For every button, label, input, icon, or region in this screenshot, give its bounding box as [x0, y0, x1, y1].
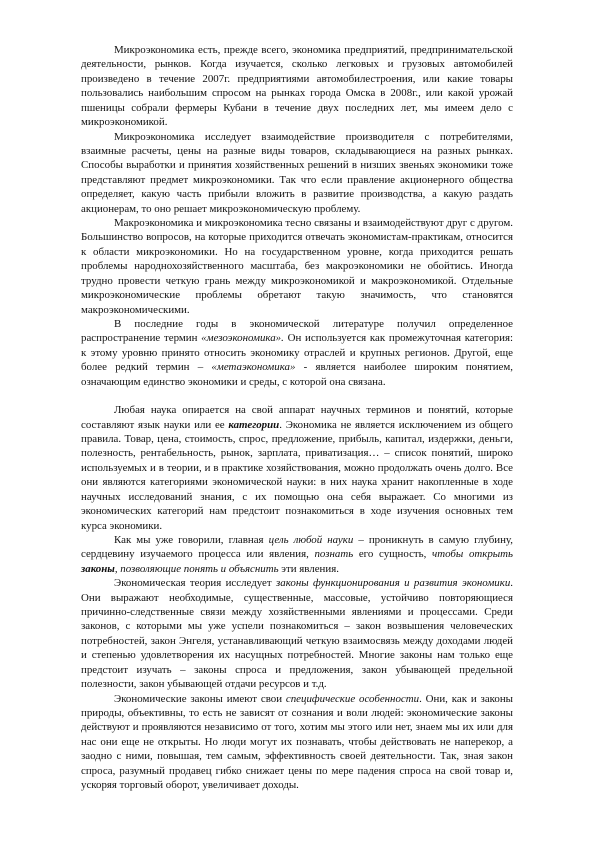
text-run: Экономическая теория исследует: [114, 577, 277, 590]
text-run: . Они, как и законы природы, объективны, то есть не зависят от сознания и воли людей: экономические законы действуют и проявляются независимо от того, хотим мы этого или нет, знаем мы их или для нас они еще не открыты. Но люди могут их познавать, чтобы действовать не наперекор, а заодно с ними, повышая, тем самым, эффективность своей деятельности. Так, зная закон спроса, разумный продавец гибко снижает цены по мере падения спроса на свой товар и, ускоряя торговый оборот, увеличивает доходы.: [81, 692, 513, 792]
text-run: Экономические законы имеют свои: [114, 692, 286, 705]
text-run: . Они выражают необходимые, существенные, массовые, устойчиво повторяющиеся причинно-следственные связи между хозяйственными явлениями и процессами. Среди законов, с которыми мы уже успели познакомиться – закон возвышения человеческих потребностей, закон Энгеля, устанавливающий четкую взаимосвязь между доходами людей и степенью удовлетворения их насущных потребностей. Многие законы нам только еще предстоит изучать – законы спроса и предложения, закон убывающей предельной полезности, закон убывающей отдачи ресурсов и т.д.: [81, 577, 514, 691]
text-run: Макроэкономика и микроэкономика тесно связаны и взаимодействуют друг с другом. Большинство вопросов, на которые приходится отвечать экономистам-практикам, относится к области микроэкономики. Но на государственном уровне, когда приходится решать проблемы народнохозяйственного масштаба, без макроэкономики не обойтись. Иногда трудно провести четкую грань между микроэкономикой и макроэкономикой. Отдельные микроэкономические проблемы обретают такую значимость, что становятся макроэкономическими.: [81, 217, 513, 316]
text-run: Как мы уже говорили, главная: [114, 533, 269, 546]
paragraph: [81, 130, 513, 217]
text-run: законы: [81, 562, 115, 575]
paragraph: [81, 533, 513, 576]
text-run: . Экономика не является исключением из общего правила. Товар, цена, стоимость, спрос, предложение, прибыль, капитал, издержки, деньги, полезность, рентабельность, рынок, зарплата, приватизация… – список понятий, широко используемых и в теории, и в практике хозяйствования, можно продолжать очень долго. Все они являются категориями экономической науки: в них наука хранит накопленные в ходе научных исследований знания, с их помощью она себя выражает. Со многими из экономических категорий нам предстоит познакомиться в ходе изучения основных тем курса экономики.: [81, 418, 513, 532]
document-page: [81, 43, 513, 793]
text-run: – проникнуть в самую глубину, сердцевину изучаемого процесса или явления,: [81, 533, 513, 561]
text-run: цель любой науки: [268, 533, 354, 546]
text-run: эти явления.: [278, 562, 339, 575]
text-run: Микроэкономика исследует взаимодействие производителя с потребителями, взаимные расчеты, цены на разные виды товаров, складывающиеся на разных рынках. Способы выработки и принятия хозяйственных решений в низших звеньях экономики тоже представляют предмет микроэкономики. Так что если правление акционерного общества определяет, какую часть прибыли вложить в развитие производства, а какую раздать акционерам, то оно решает микроэкономическую проблему.: [81, 130, 513, 215]
paragraph: [81, 403, 513, 533]
text-run: его сущность,: [353, 548, 433, 561]
paragraph: [81, 317, 513, 389]
text-run: Любая наука опирается на свой аппарат научных терминов и понятий, которые составляют язык науки или ее: [81, 404, 513, 431]
text-run: Он используется как промежуточная категория: к этому уровню принято относить экономику отраслей и крупных регионов. Другой, еще более редкий термин –: [81, 332, 513, 374]
paragraph: [81, 692, 513, 793]
text-run: познать: [314, 548, 354, 561]
text-run: Микроэкономика есть, прежде всего, экономика предприятий, предпринимательской деятельности, рынков. Когда изучается, сколько легковых и грузовых автомобилей произведено в течение 2007г. предприятиями автомобилестроения, или какие товары пользовались наибольшим спросом на рынках города Омска в 2008г., или какой урожай пшеницы собрали фермеры Кубани в течение двух последних лет, мы имеем дело с микроэкономикой.: [81, 44, 513, 129]
paragraph: [81, 576, 513, 691]
text-run: , позволяющие понять и объяснить: [114, 562, 279, 575]
text-run: «мезоэкономика».: [201, 332, 284, 345]
text-run: «метаэкономика»: [211, 361, 296, 374]
text-run: - является наиболее широким понятием, означающим единство экономики и среды, с которой она связана.: [81, 361, 513, 388]
paragraph: [81, 43, 513, 130]
text-run: категории: [228, 418, 280, 431]
text-run: В последние годы в экономической литературе получил определенное распространение термин: [81, 318, 513, 345]
text-run: законы функционирования и развития экономики: [276, 577, 511, 590]
text-run: чтобы открыть: [432, 548, 513, 561]
text-run: специфические особенности: [285, 692, 420, 705]
paragraph: [81, 216, 513, 317]
